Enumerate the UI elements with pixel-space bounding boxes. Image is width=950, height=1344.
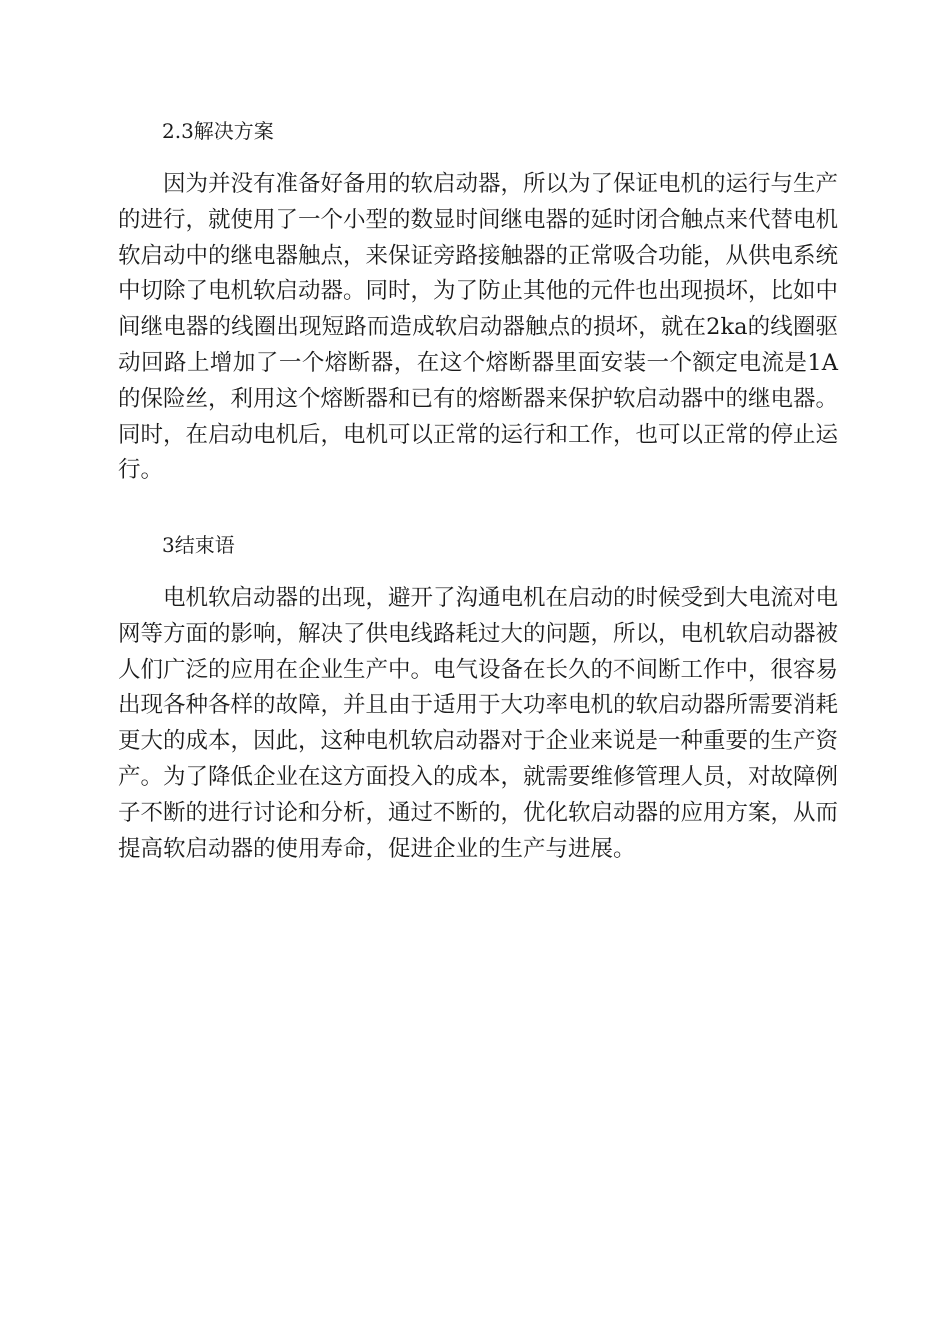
section-2-3-paragraph: 因为并没有准备好备用的软启动器，所以为了保证电机的运行与生产的进行，就使用了一个小型的数显时间继电器的延时闭合触点来代替电机软启动中的继电器触点，来保证旁路接触器的正常吸合功能，从供电系统中切除了电机软启动器。同时，为了防止其他的元件也出现损坏，比如中间继电器的线圈出现短路而造成软启动器触点的损坏，就在2ka的线圈驱动回路上增加了一个熔断器，在这个熔断器里面安装一个额定电流是1A的保险丝，利用这个熔断器和已有的熔断器来保护软启动器中的继电器。同时，在启动电机后，电机可以正常的运行和工作，也可以正常的停止运行。 bbox=[118, 171, 839, 484]
section-3-paragraph: 电机软启动器的出现，避开了沟通电机在启动的时候受到大电流对电网等方面的影响，解决了供电线路耗过大的问题，所以，电机软启动器被人们广泛的应用在企业生产中。电气设备在长久的不间断工作中，很容易出现各种各样的故障，并且由于适用于大功率电机的软启动器所需要消耗更大的成本，因此，这种电机软启动器对于企业来说是一种重要的生产资产。为了降低企业在这方面投入的成本，就需要维修管理人员，对故障例子不断的进行讨论和分析，通过不断的，优化软启动器的应用方案，从而提高软启动器的使用寿命，促进企业的生产与进展。 bbox=[118, 585, 839, 862]
section-3-heading: 3结束语 bbox=[162, 533, 235, 557]
section-2-3-heading: 2.3解决方案 bbox=[162, 119, 274, 143]
